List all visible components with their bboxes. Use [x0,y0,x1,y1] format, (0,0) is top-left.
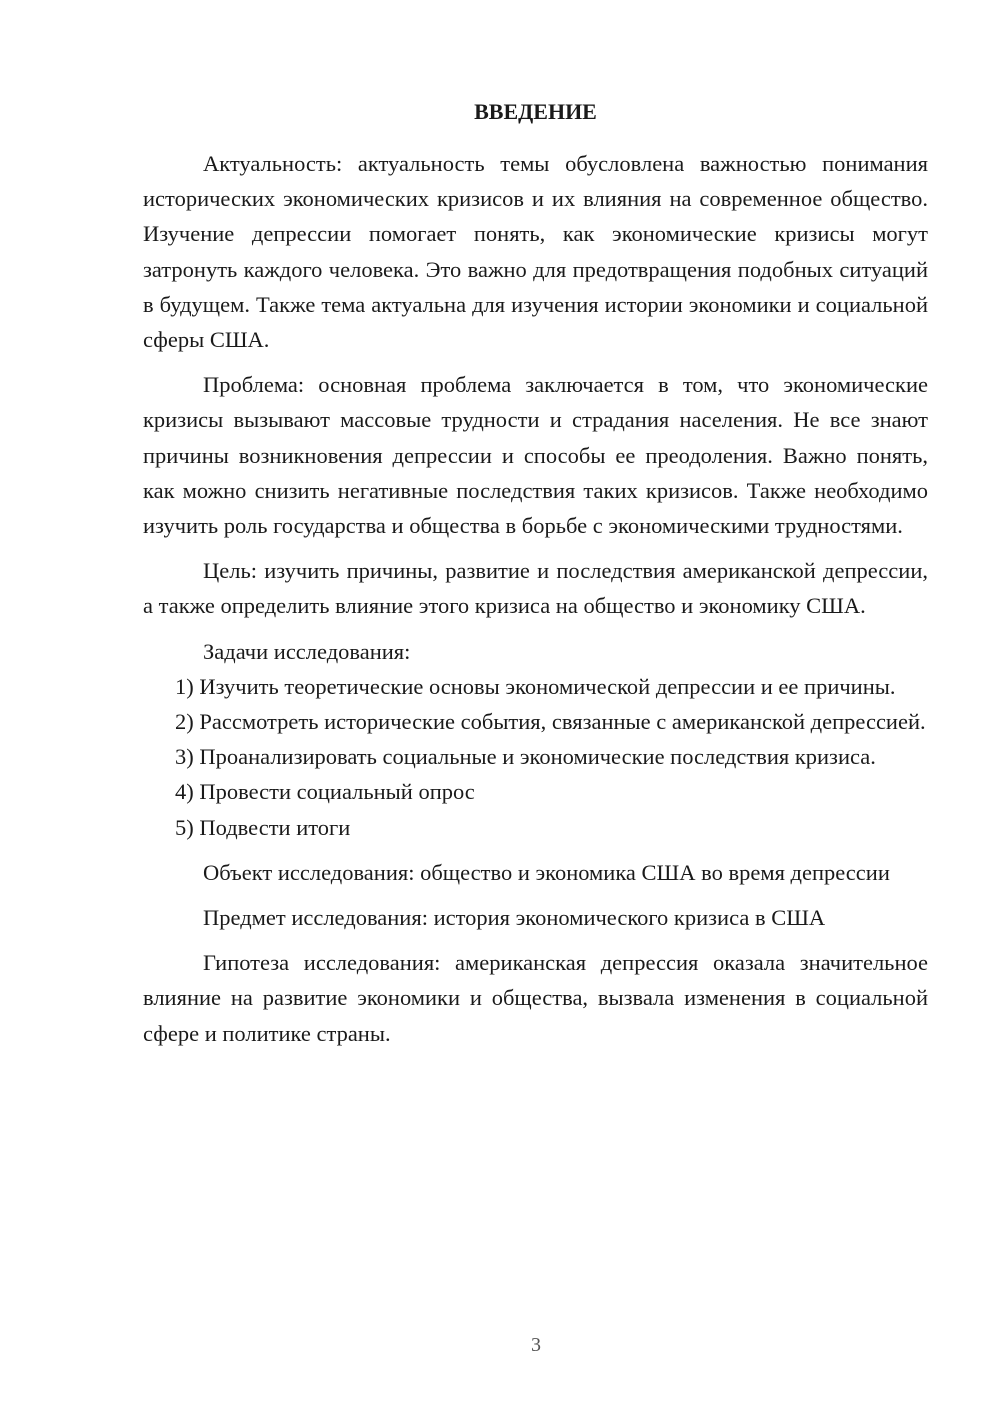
section-title: ВВЕДЕНИЕ [474,99,597,124]
tasks-heading: Задачи исследования: [203,638,411,664]
hypothesis-paragraph: Гипотеза исследования: американская депрессия оказала значительное влияние на развитие экономики и общества, вызвала изменения в социальной сфере и политике страны. [143,950,928,1046]
object-paragraph: Объект исследования: общество и экономика США во время депрессии [203,859,890,885]
problem-paragraph: Проблема: основная проблема заключается в том, что экономические кризисы вызывают массовые трудности и страдания населения. Не все знают причины возникновения депрессии и способы ее преодоления. Важно понять, как можно снизить негативные последствия таких кризисов. Также необходимо изучить роль государства и общества в борьбе с экономическими трудностями. [143,372,928,539]
task-item-3: 3) Проанализировать социальные и экономические последствия кризиса. [175,744,876,770]
task-item-4: 4) Провести социальный опрос [175,779,475,805]
document-page [143,94,928,1051]
task-item-1: 1) Изучить теоретические основы экономической депрессии и ее причины. [175,673,896,699]
page-number: 3 [531,1334,541,1356]
task-item-5: 5) Подвести итоги [175,814,351,840]
goal-paragraph: Цель: изучить причины, развитие и последствия американской депрессии, а также определить влияние этого кризиса на общество и экономику США. [143,558,928,619]
relevance-paragraph: Актуальность: актуальность темы обусловлена важностью понимания исторических экономических кризисов и их влияния на современное общество. Изучение депрессии помогает понять, как экономические кризисы могут затронуть каждого человека. Это важно для предотвращения подобных ситуаций в будущем. Также тема актуальна для изучения истории экономики и социальной сферы США. [143,151,928,353]
subject-paragraph: Предмет исследования: история экономического кризиса в США [203,905,826,931]
task-item-2: 2) Рассмотреть исторические события, связанные с американской депрессией. [175,709,926,735]
